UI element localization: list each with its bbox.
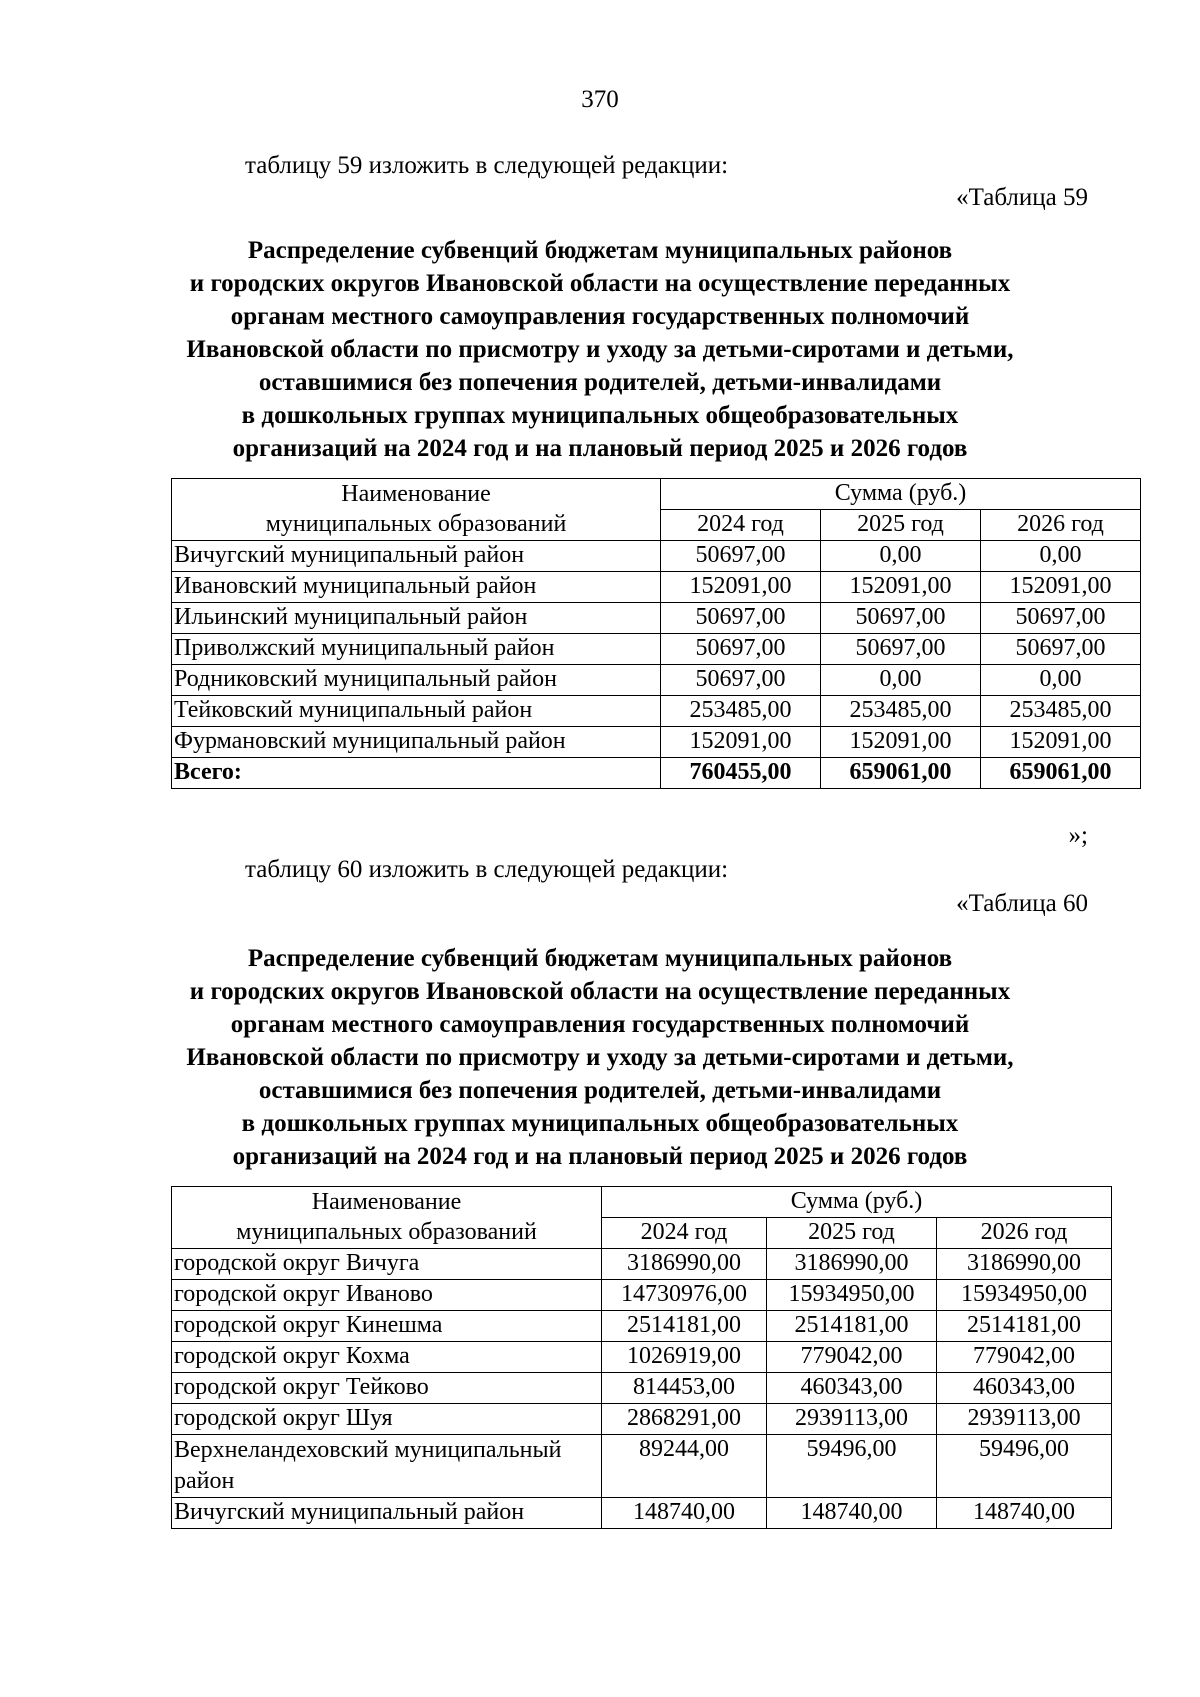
table-row [172,1342,1112,1373]
table60-intro: таблицу 60 изложить в следующей редакции: [245,856,729,883]
row-value: 814453,00 [602,1373,767,1404]
table60 [171,1186,1112,1529]
row-value: 50697,00 [821,634,981,665]
row-name: городской округ Иваново [172,1280,602,1311]
row-value: 1026919,00 [602,1342,767,1373]
header-sum: Сумма (руб.) [602,1187,1112,1218]
title-line: и городских округов Ивановской области на осуществление переданных [189,978,1011,1005]
table59-closing-quote: »; [1068,822,1088,849]
row-value: 50697,00 [661,603,821,634]
table-row [172,1311,1112,1342]
row-value: 2514181,00 [602,1311,767,1342]
row-value: 779042,00 [937,1342,1112,1373]
header-year: 2026 год [937,1218,1112,1249]
row-value: 2939113,00 [937,1404,1112,1435]
row-value: 148740,00 [602,1498,767,1529]
row-name: Фурмановский муниципальный район [172,727,661,758]
table-row [172,603,1141,634]
total-value: 659061,00 [981,758,1141,789]
row-name: Ивановский муниципальный район [172,572,661,603]
row-value: 50697,00 [661,541,821,572]
row-value: 50697,00 [981,603,1141,634]
row-value: 50697,00 [981,634,1141,665]
row-value: 3186990,00 [767,1249,937,1280]
row-value: 2514181,00 [767,1311,937,1342]
row-value: 59496,00 [937,1435,1112,1498]
row-name: Вичугский муниципальный район [172,1498,602,1529]
title-line: и городских округов Ивановской области на осуществление переданных [189,270,1011,297]
table-row [172,1249,1112,1280]
table-row [172,541,1141,572]
row-name: городской округ Вичуга [172,1249,602,1280]
row-value: 15934950,00 [767,1280,937,1311]
table60-title [150,942,1050,1173]
total-row [172,758,1141,789]
row-value: 2939113,00 [767,1404,937,1435]
table-row [172,696,1141,727]
table-row [172,1373,1112,1404]
row-name: городской округ Тейково [172,1373,602,1404]
total-value: 760455,00 [661,758,821,789]
title-line: органам местного самоуправления государственных полномочий [230,303,970,330]
page-number: 370 [581,86,619,113]
title-line: оставшимися без попечения родителей, детьми-инвалидами [258,1077,942,1104]
row-value: 3186990,00 [937,1249,1112,1280]
row-name: городской округ Кохма [172,1342,602,1373]
row-name: Вичугский муниципальный район [172,541,661,572]
row-name: Приволжский муниципальный район [172,634,661,665]
header-year: 2024 год [661,510,821,541]
row-value: 3186990,00 [602,1249,767,1280]
row-value: 2514181,00 [937,1311,1112,1342]
row-value: 253485,00 [981,696,1141,727]
row-name: Родниковский муниципальный район [172,665,661,696]
row-value: 2868291,00 [602,1404,767,1435]
table59-title [150,234,1050,465]
header-name-line1: Наименование [311,1189,462,1215]
header-name-cell [172,479,661,541]
row-value: 152091,00 [981,572,1141,603]
header-name-cell [172,1187,602,1249]
title-line: органам местного самоуправления государственных полномочий [230,1011,970,1038]
table-row [172,1498,1112,1529]
row-name: городской округ Кинешма [172,1311,602,1342]
row-value: 50697,00 [821,603,981,634]
row-name: Ильинский муниципальный район [172,603,661,634]
row-value: 152091,00 [821,727,981,758]
header-year: 2024 год [602,1218,767,1249]
row-value: 460343,00 [767,1373,937,1404]
title-line: в дошкольных группах муниципальных общеобразовательных [241,402,959,429]
table-row [172,665,1141,696]
row-value: 148740,00 [937,1498,1112,1529]
row-value: 0,00 [981,541,1141,572]
table-row [172,1435,1112,1498]
row-name: Тейковский муниципальный район [172,696,661,727]
row-value: 0,00 [821,541,981,572]
table-row [172,1404,1112,1435]
row-name: городской округ Шуя [172,1404,602,1435]
table-row [172,727,1141,758]
row-name: Верхнеландеховский муниципальный район [172,1435,602,1498]
row-value: 14730976,00 [602,1280,767,1311]
table59-tag: «Таблица 59 [956,184,1088,211]
header-year: 2026 год [981,510,1141,541]
table-row [172,572,1141,603]
table-row [172,634,1141,665]
row-value: 779042,00 [767,1342,937,1373]
row-value: 152091,00 [661,727,821,758]
title-line: Распределение субвенций бюджетам муниципальных районов [247,237,953,264]
row-value: 89244,00 [602,1435,767,1498]
row-value: 50697,00 [661,665,821,696]
header-year: 2025 год [821,510,981,541]
row-value: 0,00 [981,665,1141,696]
row-value: 253485,00 [821,696,981,727]
header-name-line2: муниципальных образований [265,511,567,537]
header-name-line1: Наименование [341,481,491,507]
table-row [172,1280,1112,1311]
table59-intro: таблицу 59 изложить в следующей редакции: [245,152,729,179]
row-value: 15934950,00 [937,1280,1112,1311]
row-value: 152091,00 [981,727,1141,758]
title-line: Ивановской области по присмотру и уходу за детьми-сиротами и детьми, [186,336,1014,363]
row-value: 148740,00 [767,1498,937,1529]
title-line: оставшимися без попечения родителей, детьми-инвалидами [258,369,942,396]
table59 [171,478,1141,789]
total-value: 659061,00 [821,758,981,789]
title-line: в дошкольных группах муниципальных общеобразовательных [241,1110,959,1137]
header-sum: Сумма (руб.) [661,479,1141,510]
title-line: организаций на 2024 год и на плановый период 2025 и 2026 годов [232,1143,968,1170]
title-line: Распределение субвенций бюджетам муниципальных районов [247,945,953,972]
header-name-line2: муниципальных образований [236,1219,537,1245]
row-value: 59496,00 [767,1435,937,1498]
row-value: 460343,00 [937,1373,1112,1404]
title-line: организаций на 2024 год и на плановый период 2025 и 2026 годов [232,435,968,462]
row-value: 152091,00 [661,572,821,603]
total-label: Всего: [172,758,661,789]
row-value: 152091,00 [821,572,981,603]
table60-tag: «Таблица 60 [956,890,1088,917]
row-value: 50697,00 [661,634,821,665]
header-year: 2025 год [767,1218,937,1249]
title-line: Ивановской области по присмотру и уходу за детьми-сиротами и детьми, [186,1044,1014,1071]
row-value: 253485,00 [661,696,821,727]
row-value: 0,00 [821,665,981,696]
